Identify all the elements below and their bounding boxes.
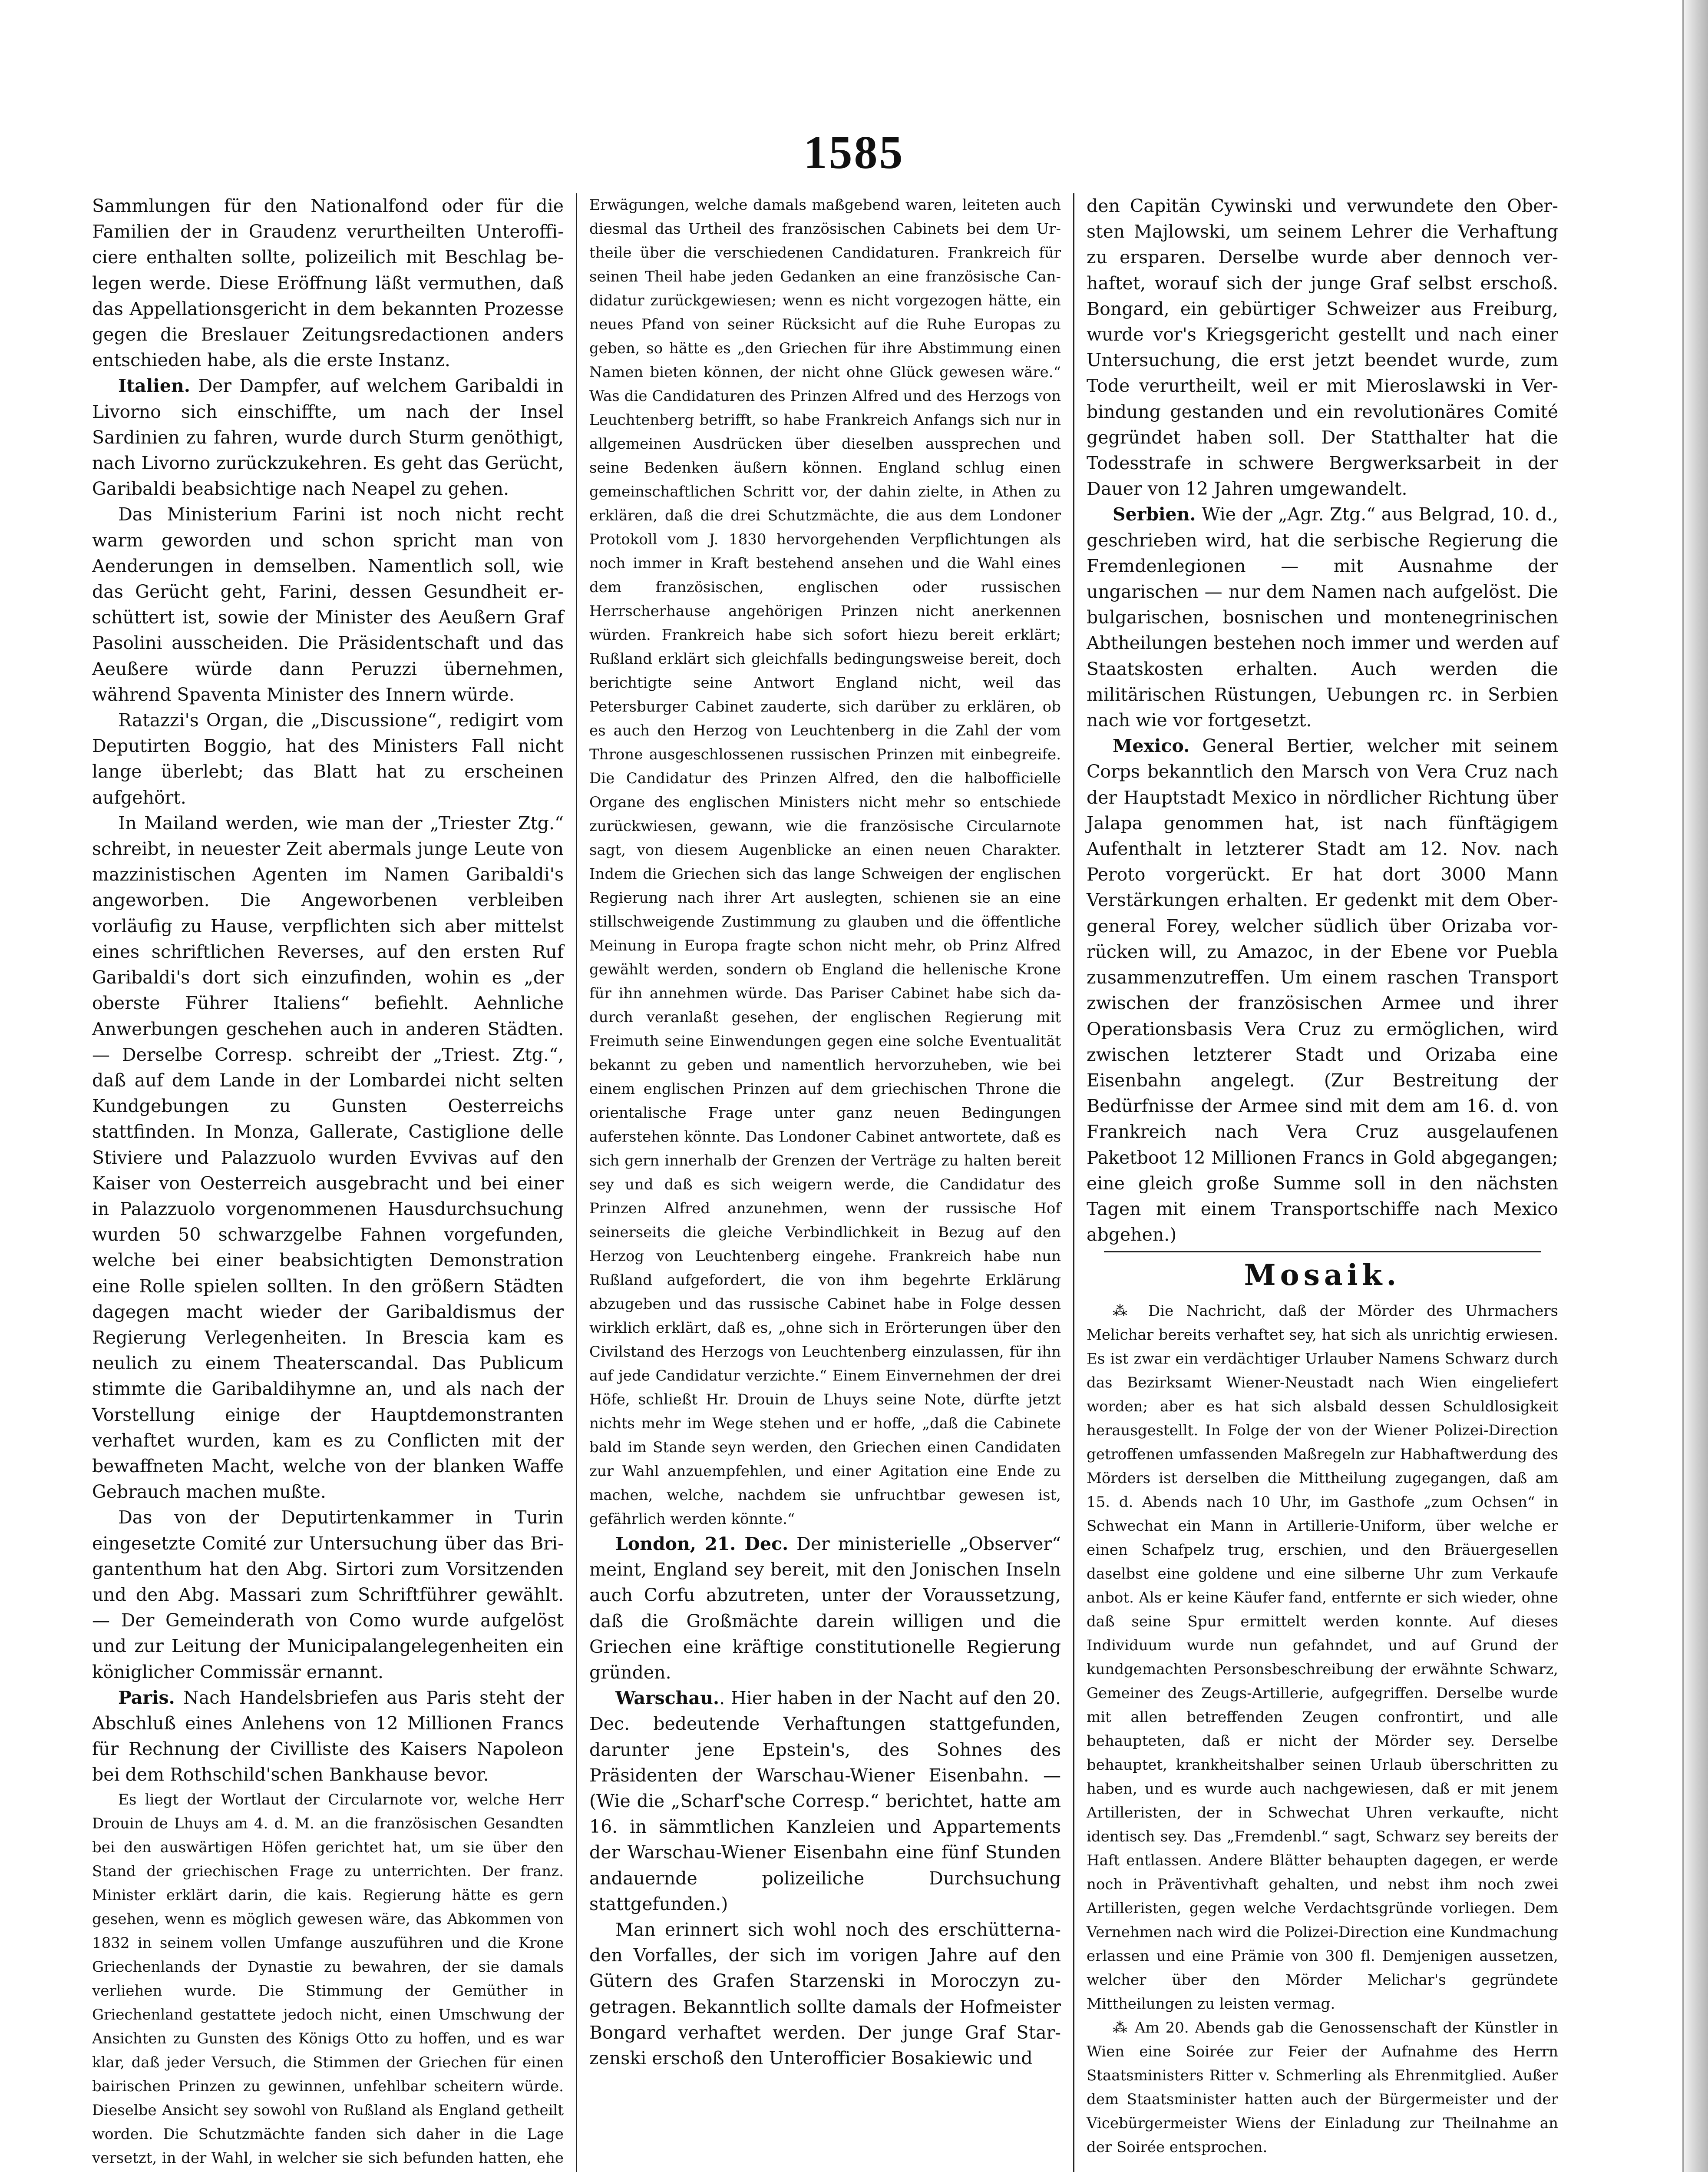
column-middle [584, 193, 1066, 2172]
mosaik-item: ⁂ Am 20. Abends gab die Genossenschaft der Künstler in Wien eine Soirée zur Feier der Aufnahme des Herrn Staatsministers Ritter v. Schmerling als Ehrenmitglied. Außer dem Staatsminister hatten auch der Bürgermeister und der Vicebürgermeister Wiens der Einladung zur Theilnahme an der Soirée entsprochen. [1087, 2019, 1558, 2156]
section-heading-paris: Paris. [118, 1687, 175, 1708]
article-warschau [589, 1685, 1061, 1917]
article-paris [92, 1685, 564, 1788]
article-paragraph: Sammlungen für den Nationalfond oder für die Familien der in Graudenz verurtheilten Unterofficiere enthalten sollte, polizeilich mit Beschlag belegen werde. Diese Eröffnung läßt vermuthen, daß das Appellationsgericht in dem bekannten Prozesse gegen die Breslauer Zeitungsredactionen anders entschieden habe, als die erste Instanz. [92, 195, 564, 371]
rubric-mosaik: Mosaik. [1244, 1258, 1401, 1292]
section-heading-serbien: Serbien. [1113, 504, 1196, 525]
article-paragraph: den Capitän Cywinski und verwundete den Obersten Majlowski, um seinem Lehrer die Verhaftung zu ersparen. Derselbe wurde aber dennoch verhaftet, worauf sich der junge Graf selbst erschoß. Bongard, ein gebürtiger Schweizer aus Freiburg, wurde vor's Kriegsgericht gestellt und nach einer Untersuchung, die erst jetzt beendet wurde, zum Tode verurtheilt, weil er mit Mieroslawski in Verbindung gestanden und ein revolutionäres Comité gegründet haben soll. Der Statthalter hat die Todesstrafe in schwere Bergwerksarbeit in der Dauer von 12 Jahren umgewandelt. [1087, 195, 1558, 500]
article-text: Wie der „Agr. Ztg.“ aus Belgrad, 10. d., geschrieben wird, hat die serbische Regierung die Fremdenlegionen — mit Ausnahme der ungarischen — nur dem Namen nach aufgelöst. Die bulgarischen, bosnischen und montenegrinischen Abtheilungen bestehen noch immer und werden auf Staatskosten erhalten. Auch werden die militärischen Rüstungen, Uebungen rc. in Serbien nach wie vor fortgesetzt. [1087, 504, 1558, 731]
section-heading-mexico: Mexico. [1113, 735, 1190, 757]
article-text: Der Dampfer, auf welchem Garibaldi in Livorno sich einschiffte, um nach der Insel Sardinien zu fahren, wurde durch Sturm genöthigt, nach Livorno zurückzukehren. Es geht das Gerücht, Garibaldi beabsichtige nach Neapel zu gehen. [92, 375, 564, 500]
article-text: General Bertier, welcher mit seinem Corps bekanntlich den Marsch von Vera Cruz nach der Hauptstadt Mexico in nördlicher Richtung über Jalapa genommen hat, ist nach fünftägigem Aufenthalt in letzterer Stadt am 12. Nov. nach Peroto vorgerückt. Er hat dort 3000 Mann Verstärkungen erhalten. Er gedenkt mit dem Obergeneral Forey, welcher südlich über Orizaba vorrücken will, zu Amazoc, in der Ebene vor Puebla zusammenzutreffen. Um einem raschen Transport zwischen der französischen Armee und ihrer Operationsbasis Vera Cruz zu ermöglichen, wird zwischen letzterer Stadt und Orizaba eine Eisenbahn angelegt. (Zur Bestreitung der Bedürfnisse der Armee sind mit dem am 16. d. von Frankreich nach Vera Cruz ausgelaufenen Paketboot 12 Millionen Francs in Gold abgegangen; eine gleich große Summe soll in den nächsten Tagen mit einem Transportschiffe nach Mexico abgehen.) [1087, 735, 1558, 1245]
article-text: Nach Handelsbriefen aus Paris steht der Abschluß eines Anlehens von 12 Millionen Francs für Rechnung der Civilliste des Kaisers Napoleon bei dem Rothschild'schen Bankhause bevor. [92, 1687, 564, 1785]
article-london [589, 1531, 1061, 1685]
article-text: . Hier haben in der Nacht auf den 20. Dec. bedeutende Verhaftungen stattgefunden, darunter jene Epstein's, des Sohnes des Präsidenten der Warschau-Wiener Eisenbahn. — (Wie die „Scharf'sche Corresp.“ berichtet, hatte am 16. in sämmtlichen Kanzleien und Appartements der Warschau-Wiener Eisenbahn eine fünf Stunden andauernde polizeiliche Durchsuchung stattgefunden.) [589, 1688, 1061, 1914]
article-circular-note: Es liegt der Wortlaut der Circularnote vor, welche Herr Drouin de Lhuys am 4. d. M. an die französischen Gesandten bei den auswärtigen Höfen gerichtet hat, um sie über den Stand der griechischen Frage zu unterrichten. Der franz. Minister erklärt darin, die kais. Regierung hätte es gern gesehen, wenn es möglich gewesen wäre, das Abkommen von 1832 in seinem vollen Umfange auszuführen und die Krone Griechenlands der Dynastie zu bewahren, der sie damals verliehen wurde. Die Stimmung der Gemüther in Griechenland gestattete jedoch nicht, einen Umschwung der Ansichten zu Gunsten des Königs Otto zu hoffen, und es war klar, daß jeder Versuch, die Stimmen der Griechen für einen bairischen Prinzen zu gewinnen, unfehlbar scheitern würde. Dieselbe Ansicht sey sowohl von Rußland als England getheilt worden. Die Schutzmächte fanden sich daher in die Lage versetzt, in der Wahl, in welcher sie sich befunden hatten, ehe [92, 1791, 564, 2167]
article-italien [92, 373, 564, 502]
article-paragraph: Ratazzi's Organ, die „Discussione“, redigirt vom Deputirten Boggio, hat des Ministers Fall nicht lange überlebt; das Blatt hat zu erscheinen aufgehört. [92, 710, 564, 808]
mosaik-item: ⁂ Die Nachricht, daß der Mörder des Uhrmachers Melichar bereits verhaftet sey, hat sich als unrichtig erwiesen. Es ist zwar ein verdächtiger Urlauber Namens Schwarz durch das Bezirksamt Wiener-Neustadt nach Wien eingeliefert worden; aber es hat sich alsbald dessen Schuldlosigkeit herausgestellt. In Folge der von der Wiener Polizei-Direction getroffenen umfassenden Maßregeln zur Habhaftwerdung des Mörders ist derselben die Mittheilung zugegangen, daß am 15. d. Abends nach 10 Uhr, im Gasthofe „zum Ochsen“ in Schwechat ein Mann in Artillerie-Uniform, über welche er einen Schafpelz trug, erschien, und den Bräuergesellen daselbst eine goldene und eine silberne Uhr zum Verkaufe anbot. Als er keine Käufer fand, entfernte er sich wieder, ohne daß seine Spur ermittelt werden konnte. Auf dieses Individuum wurde nun gefahndet, und auf Grund der kundgemachten Personsbeschreibung der erwähnte Schwarz, Gemeiner des Zeugs-Artillerie, aufgegriffen. Derselbe wurde mit allen betreffenden Zeugen confrontirt, und alle behaupteten, daß er nicht der Mörder sey. Derselbe behauptet, krankheitshalber seinen Urlaub überschritten zu haben, und es wurde auch nachgewiesen, daß er mit jenem Artilleristen, der in Schwechat Uhren verkaufte, nicht identisch sey. Das „Fremdenbl.“ sagt, Schwarz sey bereits der Haft entlassen. Andere Blätter behaupten dagegen, er werde noch in Präventivhaft gehalten, und nebst ihm noch zwei Artilleristen, gegen welche Verdachtsgründe vorliegen. Dem Vernehmen nach wird die Polizei-Direction eine Kundmachung erlassen und eine Prämie von 300 fl. Demjenigen aussetzen, welcher über den Mörder Melichar's gegründete Mittheilungen zu leisten vermag. [1087, 1302, 1558, 2013]
article-paragraph: Das Ministerium Farini ist noch nicht recht warm geworden und schon spricht man von Aenderungen in demselben. Namentlich soll, wie das Gerücht geht, Farini, dessen Gesundheit erschüttert ist, sowie der Minister des Aeußern Graf Pasolini ausscheiden. Die Präsidentschaft und das Aeußere würde dann Peruzzi übernehmen, während Spaventa Minister des Innern würde. [92, 504, 564, 705]
column-rule [1073, 193, 1074, 2172]
newspaper-columns [87, 193, 1563, 2172]
article-circular-note-cont: Erwägungen, welche damals maßgebend waren, leiteten auch diesmal das Urtheil des französischen Cabinets bei dem Urtheile über die verschiedenen Candidaturen. Frankreich für seinen Theil habe jeden Gedanken an eine französische Candidatur zurückgewiesen; wenn es nicht vorgezogen hätte, ein neues Pfand von seiner Rücksicht auf die Ruhe Europas zu geben, so hätte es „den Griechen für ihre Abstimmung einen Namen bieten können, der nicht ohne Glück gewesen wäre.“ Was die Candidaturen des Prinzen Alfred und des Herzogs von Leuchtenberg betrifft, so habe Frankreich Anfangs sich nur in allgemeinen Ausdrücken über dieselben aussprechen und seine Bedenken äußern können. England schlug einen gemeinschaftlichen Schritt vor, der dahin zielte, in Athen zu erklären, daß die drei Schutzmächte, die aus dem Londoner Protokoll vom J. 1830 hervorgehenden Verpflichtungen als noch immer in Kraft bestehend ansehen und die Wahl eines dem französischen, englischen oder russischen Herrscherhause angehörigen Prinzen nicht anerkennen würden. Frankreich habe sich sofort hiezu bereit erklärt; Rußland erklärt sich gleichfalls bedingungsweise bereit, doch berichtigte seine Antwort England nicht, weil das Petersburger Cabinet zauderte, sich darüber zu erklären, ob es auch den Herzog von Leuchtenberg in die Zahl der vom Throne ausgeschlossenen russischen Prinzen mit einbegreife. Die Candidatur des Prinzen Alfred, den die halbofficielle Organe des englischen Ministers nicht mehr so entschiede zurückwiesen, gewann, wie die französische Circularnote sagt, von diesem Augenblicke an einen neuen Charakter. Indem die Griechen sich das lange Schweigen der englischen Regierung nach ihrer Art auslegten, schienen sie an eine stillschweigende Zustimmung zu glauben und die öffentliche Meinung in Europa fragte schon nicht mehr, ob Prinz Alfred gewählt werden, sondern ob England die hellenische Krone für ihn annehmen würde. Das Pariser Cabinet habe sich dadurch veranlaßt gesehen, der englischen Regierung mit Freimuth seine Einwendungen gegen eine solche Eventualität bekannt zu geben und namentlich hervorzuheben, wie bei einem englischen Prinzen auf dem griechischen Throne die orientalische Frage unter ganz neuen Bedingungen auferstehen könnte. Das Londoner Cabinet antwortete, daß es sich gern innerhalb der Grenzen der Verträge zu halten bereit sey und daß es sich weigern werde, die Candidatur des Prinzen Alfred anzunehmen, wenn der russische Hof seinerseits die gleiche Verbindlichkeit in Bezug auf den Herzog von Leuchtenberg eingehe. Frankreich habe nun Rußland aufgefordert, die von ihm begehrte Erklärung abzugeben und das russische Cabinet habe in Folge dessen wirklich erklärt, daß es, „ohne sich in Erörterungen über den Civilstand des Herzogs von Leuchtenberg einzulassen, für ihn auf jede Candidatur verzichte.“ Einem Einvernehmen der drei Höfe, schließt Hr. Drouin de Lhuys seine Note, dürfte jetzt nichts mehr im Wege stehen und er hoffe, „daß die Cabinete bald im Stande seyn werden, den Griechen einen Candidaten zur Wahl anzuempfehlen, und einer Agitation eine Ende zu machen, welche, nachdem sie unfruchtbar gewesen ist, gefährlich werden könnte.“ [589, 196, 1061, 1528]
page-number: 1585 [803, 127, 905, 179]
column-left [87, 193, 569, 2172]
article-mexico [1087, 733, 1558, 1248]
column-right [1081, 193, 1563, 2172]
rubric-rule [1104, 1251, 1541, 1252]
article-paragraph: Das von der Deputirtenkammer in Turin eingesetzte Comité zur Untersuchung über das Brigantenthum hat den Abg. Sirtori zum Vorsitzenden und den Abg. Massari zum Schriftführer gewählt. — Der Gemeinderath von Como wurde aufgelöst und zur Leitung der Municipalangelegenheiten ein königlicher Commissär ernannt. [92, 1507, 564, 1682]
section-heading-warschau: Warschau. [615, 1688, 720, 1709]
section-heading-london: London, 21. Dec. [615, 1533, 789, 1554]
article-paragraph: In Mailand werden, wie man der „Triester Ztg.“ schreibt, in neuester Zeit abermals junge Leute von mazzinistischen Agenten im Namen Garibaldi's angeworben. Die Angeworbenen verbleiben vorläufig zu Hause, verpflichten sich aber mittelst eines schriftlichen Reverses, auf den ersten Ruf Garibaldi's dort sich einzufinden, wohin es „der oberste Führer Italiens“ befiehlt. Aehnliche Anwerbungen geschehen auch in anderen Städten. — Derselbe Corresp. schreibt der „Triest. Ztg.“, daß auf dem Lande in der Lombardei nicht selten Kundgebungen zu Gunsten Oesterreichs stattfinden. In Monza, Gallerate, Castiglione delle Stiviere und Palazzuolo wurden Evvivas auf den Kaiser von Oesterreich ausgebracht und bei einer in Palazzuolo vorgenommenen Hausdurchsuchung wurden 50 schwarzgelbe Fahnen vorgefunden, welche bei einer beabsichtigten Demonstration eine Rolle spielen sollten. In den größern Städten dagegen macht wieder der Garibaldismus der Regierung Verlegenheiten. In Brescia kam es neulich zu einem Theaterscandal. Das Publicum stimmte die Garibaldihymne an, und als nach der Vorstellung einige der Hauptdemonstranten verhaftet wurden, kam es zu Conflicten mit der bewaffneten Macht, welche von der blanken Waffe Gebrauch machen mußte. [92, 812, 564, 1503]
page-edge-shadow [1684, 0, 1708, 2172]
article-serbien [1087, 502, 1558, 733]
section-heading-italien: Italien. [118, 375, 191, 397]
article-paragraph: Man erinnert sich wohl noch des erschütternaden Vorfalles, der sich im vorigen Jahre auf den Gütern des Grafen Starzenski in Moroczyn zugetragen. Bekanntlich sollte damals der Hofmeister Bongard verhaftet werden. Der junge Graf Starzenski erschoß den Unterofficier Bosakiewic und [589, 1919, 1061, 2069]
column-rule [576, 193, 577, 2172]
article-text: Der ministerielle „Observer“ meint, England sey bereit, mit den Jonischen Inseln auch Corfu abzutreten, unter der Voraussetzung, daß die Großmächte darein willigen und die Griechen eine kräftige constitutionelle Regierung gründen. [589, 1533, 1061, 1683]
